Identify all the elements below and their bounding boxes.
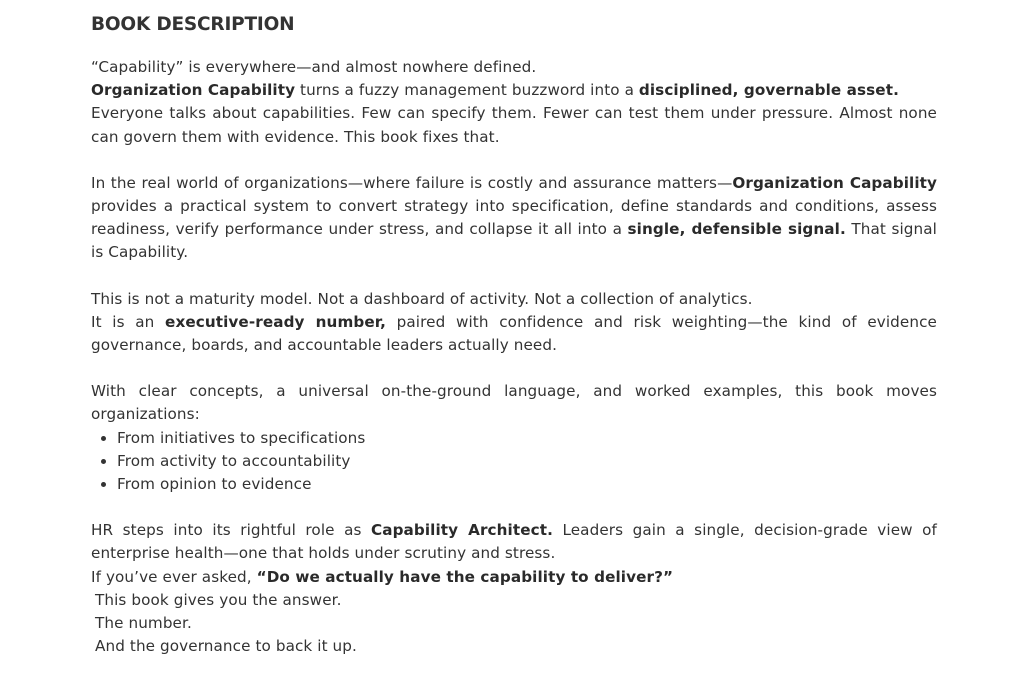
paragraph-text: It is an — [91, 312, 166, 331]
intro-line-3: Everyone talks about capabilities. Few can specify them. Fewer can test them under pressure. Almost none can govern them with evidence. This book fixes that. — [91, 104, 937, 146]
list-item: • From activity to accountability — [117, 450, 937, 473]
bullet-list — [91, 427, 937, 497]
emphasis-bold: disciplined, governable asset. — [638, 81, 899, 100]
paragraph-gap — [91, 357, 937, 380]
list-item: • From opinion to evidence — [117, 473, 937, 496]
paragraph-gap — [91, 496, 937, 519]
paragraph-2 — [91, 172, 937, 265]
section-heading: BOOK DESCRIPTION — [91, 14, 295, 35]
paragraph-5 — [91, 519, 937, 565]
book-title-bold: Organization Capability — [732, 173, 937, 192]
paragraph-4-intro: With clear concepts, a universal on-the-ground language, and worked examples, this book moves organizations: — [91, 382, 937, 424]
closing-line-3: And the governance to back it up. — [95, 637, 357, 656]
paragraph-3-line-2 — [91, 311, 937, 357]
intro-line-1 — [91, 56, 937, 79]
book-title-bold: Organization Capability — [91, 81, 296, 100]
paragraph-gap — [91, 149, 937, 172]
question-line — [91, 566, 937, 589]
emphasis-bold: single, defensible signal. — [627, 220, 846, 239]
paragraph-text: provides a practical system to convert strategy into specification, define standards and conditions, assess readiness, verify performance under stress, and collapse it all into a — [91, 197, 937, 239]
paragraph-3-line-1: This is not a maturity model. Not a dashboard of activity. Not a collection of analytics. — [91, 289, 753, 308]
intro-text: turns a fuzzy management buzzword into a — [295, 81, 639, 100]
paragraph-text: Leaders gain a single, decision-grade view of enterprise health—one that holds under scrutiny and stress. — [91, 521, 937, 563]
paragraph-text: That signal is Capability. — [91, 220, 937, 262]
emphasis-bold: executive-ready number, — [165, 312, 386, 331]
question-bold: “Do we actually have the capability to deliver?” — [256, 567, 674, 586]
paragraph-text: paired with confidence and risk weighting—the kind of evidence governance, boards, and accountable leaders actually need. — [91, 312, 937, 355]
closing-line-2: The number. — [95, 614, 192, 633]
closing-line-1: This book gives you the answer. — [95, 590, 342, 609]
intro-text: “Capability” is everywhere—and almost nowhere defined. — [91, 58, 537, 76]
book-description — [91, 12, 937, 658]
intro-line-2 — [91, 79, 937, 102]
paragraph-text: HR steps into its rightful role as — [91, 521, 371, 540]
emphasis-bold: Capability Architect. — [370, 521, 553, 540]
paragraph-gap — [91, 265, 937, 288]
paragraph-text: If you’ve ever asked, — [91, 567, 257, 586]
list-item: • From initiatives to specifications — [117, 427, 937, 450]
paragraph-text: In the real world of organizations—where failure is costly and assurance matters— — [91, 173, 733, 192]
